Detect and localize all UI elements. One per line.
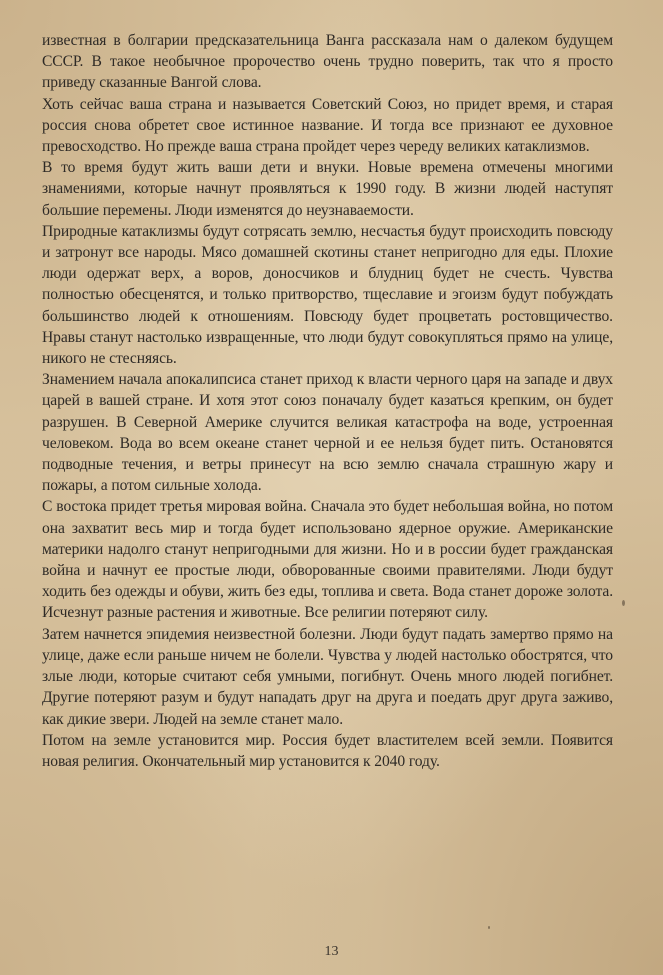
page-number: 13 (324, 944, 339, 959)
paragraph: Затем начнется эпидемия неизвестной болезни. Люди будут падать замертво прямо на улице, даже если раньше ничем не болели. Чувства у людей настолько обострятся, что злые люди, которые считают себя умными, погибнут. Очень много людей погибнет. Другие потеряют разум и будут нападать друг на друга и поедать друг друга заживо, как дикие звери. Людей на земле станет мало. (42, 625, 613, 728)
page-body (42, 30, 613, 772)
paper-speck (622, 600, 625, 606)
paragraph: Хоть сейчас ваша страна и называется Советский Союз, но придет время, и старая россия снова обретет свое истинное название. И тогда все признают ее духовное превосходство. Но прежде ваша страна пройдет через череду великих катаклизмов. (42, 95, 613, 156)
paragraph: Знамением начала апокалипсиса станет приход к власти черного царя на западе и двух царей в вашей стране. И хотя этот союз поначалу будет казаться крепким, он будет разрушен. В Северной Америке случится великая катастрофа на воде, устроенная человеком. Вода во всем океане станет черной и ее нельзя будет пить. Остановятся подводные течения, и ветры принесут на всю землю сначала страшную жару и пожары, а потом сильные холода. (42, 371, 613, 495)
paper-speck (488, 926, 490, 929)
paragraph: Потом на земле установится мир. Россия будет властителем всей земли. Появится новая религия. Окончательный мир установится к 2040 году. (42, 731, 613, 770)
paragraph: Природные катаклизмы будут сотрясать землю, несчастья будут происходить повсюду и затронут все народы. Мясо домашней скотины станет непригодно для еды. Плохие люди одержат верх, а воров, доносчиков и блудниц будет не счесть. Чувства полностью обесценятся, и только притворство, тщеславие и эгоизм будут побуждать большинство людей к отношениям. Повсюду будет процветать ростовщичество. Нравы станут настолько извращенные, что люди будут совокупляться прямо на улице, никого не стесняясь. (42, 222, 613, 368)
paragraph: известная в болгарии предсказательница Ванга рассказала нам о далеком будущем СССР. В такое необычное пророчество очень трудно поверить, так что я просто приведу сказанные Вангой слова. (42, 32, 613, 92)
paragraph: С востока придет третья мировая война. Сначала это будет небольшая война, но потом она захватит весь мир и тогда будет использовано ядерное оружие. Американские материки надолго станут непригодными для жизни. Но и в россии будет гражданская война и начнут ее простые люди, обворованные своими правителями. Люди будут ходить без одежды и обуви, жить без еды, топлива и света. Вода станет дороже золота. Исчезнут разные растения и животные. Все религии потеряют силу. (42, 498, 613, 622)
paragraph: В то время будут жить ваши дети и внуки. Новые времена отмечены многими знамениями, которые начнут проявляться к 1990 году. В жизни людей наступят большие перемены. Люди изменятся до неузнаваемости. (42, 159, 613, 219)
